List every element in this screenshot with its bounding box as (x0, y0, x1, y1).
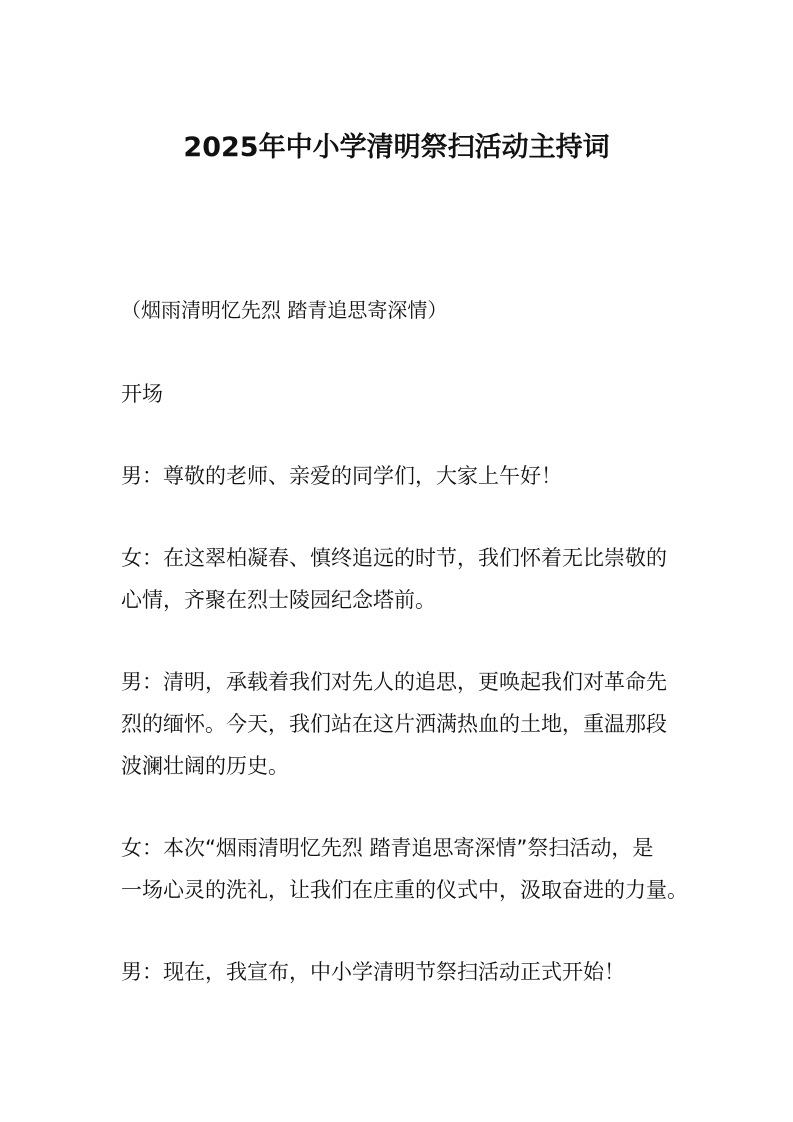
text-line: 烈的缅怀。今天，我们站在这片洒满热血的土地，重温那段 (121, 712, 667, 736)
document-body (121, 373, 688, 1033)
text-line: 一场心灵的洗礼，让我们在庄重的仪式中，汲取奋进的力量。 (121, 878, 688, 902)
text-line: 男：尊敬的老师、亲爱的同学们，大家上午好！ (121, 464, 562, 488)
text-line: 男：现在，我宣布，中小学清明节祭扫活动正式开始！ (121, 960, 625, 984)
text-line: 心情，齐聚在烈士陵园纪念塔前。 (121, 588, 436, 612)
text-line: 波澜壮阔的历史。 (121, 754, 289, 778)
text-line: 开场 (121, 382, 163, 406)
text-line: 男：清明，承载着我们对先人的追思，更唤起我们对革命先 (121, 670, 667, 694)
text-line: 女：本次“烟雨清明忆先烈 踏青追思寄深情”祭扫活动，是 (121, 836, 654, 860)
document-title: 2025年中小学清明祭扫活动主持词 (183, 132, 610, 163)
section-heading (121, 373, 681, 415)
text-line: 女：在这翠柏凝春、慎终追远的时节，我们怀着无比崇敬的 (121, 546, 667, 570)
document-subtitle: （烟雨清明忆先烈 踏青追思寄深情） (121, 298, 448, 322)
dialogue-paragraph (121, 455, 681, 497)
dialogue-paragraph (121, 537, 681, 621)
dialogue-paragraph (121, 661, 681, 787)
dialogue-paragraph (121, 827, 688, 911)
dialogue-paragraph (121, 951, 681, 993)
